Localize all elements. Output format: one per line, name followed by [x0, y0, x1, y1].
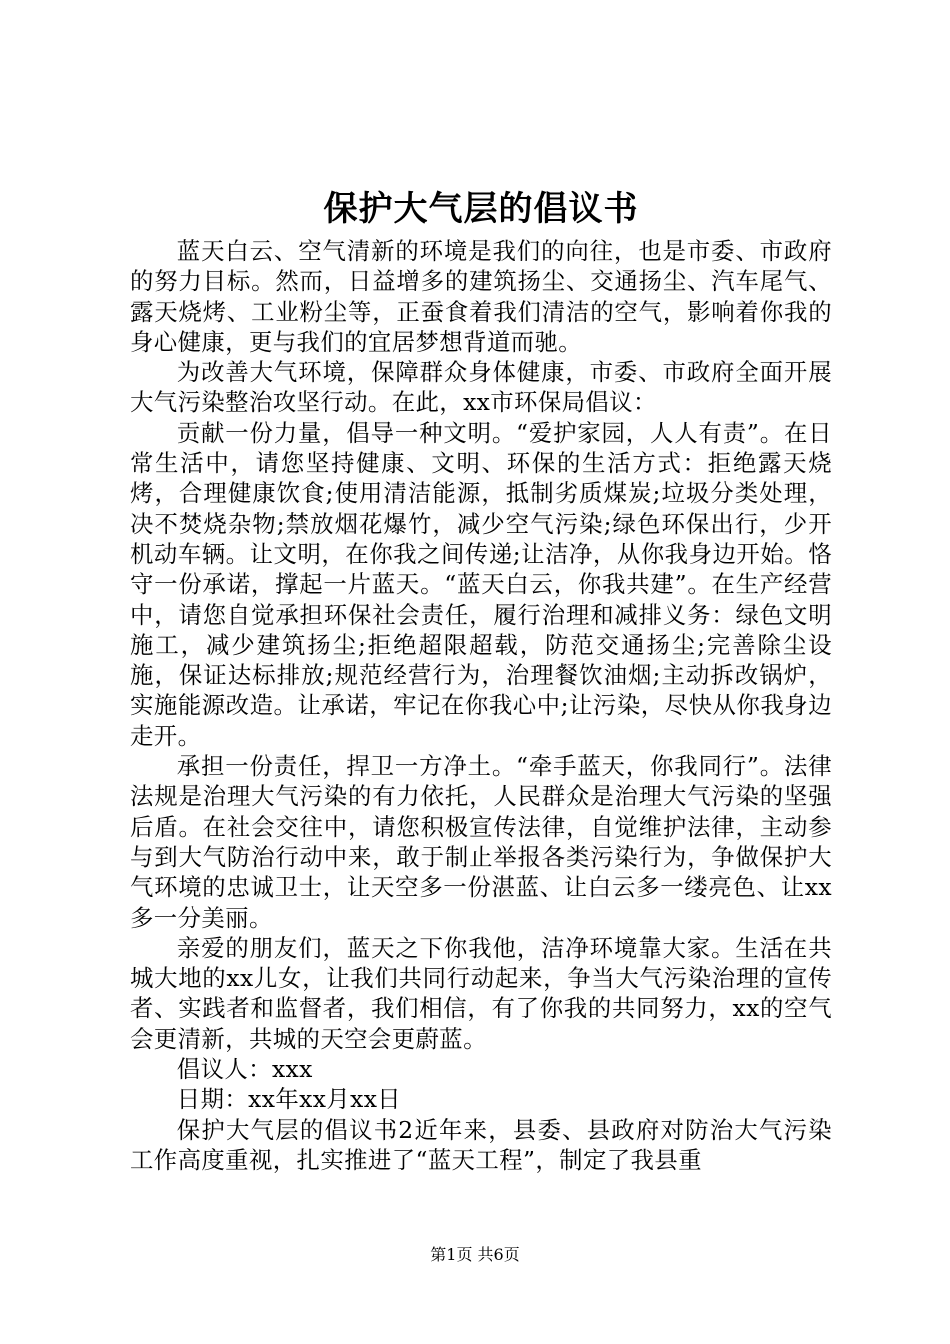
date-line: 日期：xx年xx月xx日	[176, 1085, 402, 1114]
paragraph-initiative: 为改善大气环境，保障群众身体健康，市委、市政府全面开展大气污染整治攻坚行动。在此，xx市环保局倡议：	[130, 358, 832, 417]
page-footer: 第1页 共6页	[430, 1245, 520, 1264]
paragraph-contribute: 贡献一份力量，倡导一种文明。“爱护家园，人人有责”。在日常生活中，请您坚持健康、文明、环保的生活方式：拒绝露天烧烤，合理健康饮食;使用清洁能源，抵制劣质煤炭;垃圾分类处理，决不焚烧杂物;禁放烟花爆竹，减少空气污染;绿色环保出行，少开机动车辆。让文明，在你我之间传递;让洁净，从你我身边开始。恪守一份承诺，撑起一片蓝天。“蓝天白云，你我共建”。在生产经营中，请您自觉承担环保社会责任，履行治理和减排义务：绿色文明施工，减少建筑扬尘;拒绝超限超载，防范交通扬尘;完善除尘设施，保证达标排放;规范经营行为，治理餐饮油烟;主动拆改锅炉，实施能源改造。让承诺，牢记在你我心中;让污染，尽快从你我身边走开。	[130, 418, 832, 750]
paragraph-continuation: 保护大气层的倡议书2近年来，县委、县政府对防治大气污染工作高度重视，扎实推进了“蓝天工程”，制定了我县重	[130, 1115, 832, 1174]
signer-line: 倡议人：xxx	[176, 1055, 313, 1084]
document-title: 保护大气层的倡议书	[323, 189, 639, 229]
paragraph-responsibility: 承担一份责任，捍卫一方净土。“牵手蓝天，你我同行”。法律法规是治理大气污染的有力依托，人民群众是治理大气污染的坚强后盾。在社会交往中，请您积极宣传法律，自觉维护法律，主动参与到大气防治行动中来，敢于制止举报各类污染行为，争做保护大气环境的忠诚卫士，让天空多一份湛蓝、让白云多一缕亮色、让xx多一分美丽。	[130, 752, 832, 932]
paragraph-intro: 蓝天白云、空气清新的环境是我们的向往，也是市委、市政府的努力目标。然而，日益增多的建筑扬尘、交通扬尘、汽车尾气、露天烧烤、工业粉尘等，正蚕食着我们清洁的空气，影响着你我的身心健康，更与我们的宜居梦想背道而驰。	[130, 237, 832, 356]
document-page	[130, 184, 832, 1175]
paragraph-closing: 亲爱的朋友们，蓝天之下你我他，洁净环境靠大家。生活在共城大地的xx儿女，让我们共同行动起来，争当大气污染治理的宣传者、实践者和监督者，我们相信，有了你我的共同努力，xx的空气会更清新，共城的天空会更蔚蓝。	[130, 933, 832, 1053]
